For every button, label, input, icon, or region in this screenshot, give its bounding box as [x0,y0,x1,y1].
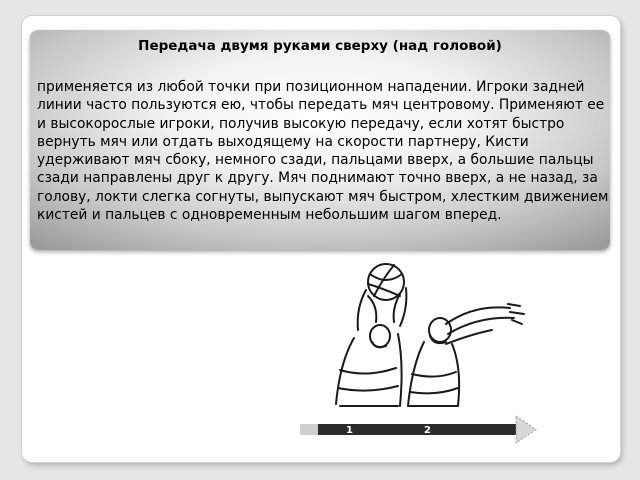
basketball-pass-illustration [296,260,542,446]
phase-bar-start [300,424,318,435]
phase-label-2: 2 [424,425,431,436]
phase-label-1: 1 [346,425,353,436]
player-figure-2 [408,304,524,406]
phase-arrow-icon [516,416,536,443]
slide-body-text: применяется из любой точки при позиционном нападении. Игроки задней линии часто пользуются ею, чтобы передать мяч центровому. Применяют ее и высокорослые игроки, получив высокую передачу, если хотят быстро вернуть мяч или отдать выходящему на скорости партнеру, Кисти удерживают мяч сбоку, немного сзади, пальцами вверх, а большие пальцы сзади направлены друг к другу. Мяч поднимают точно вверх, а не назад, за голову, локти слегка согнуты, выпускают мяч быстром, хлестким движением кистей и пальцев с одновременным небольшим шагом вперед. [37,79,609,224]
player-figure-1 [336,264,406,406]
slide-title: Передача двумя руками сверху (над головой) [138,38,502,54]
